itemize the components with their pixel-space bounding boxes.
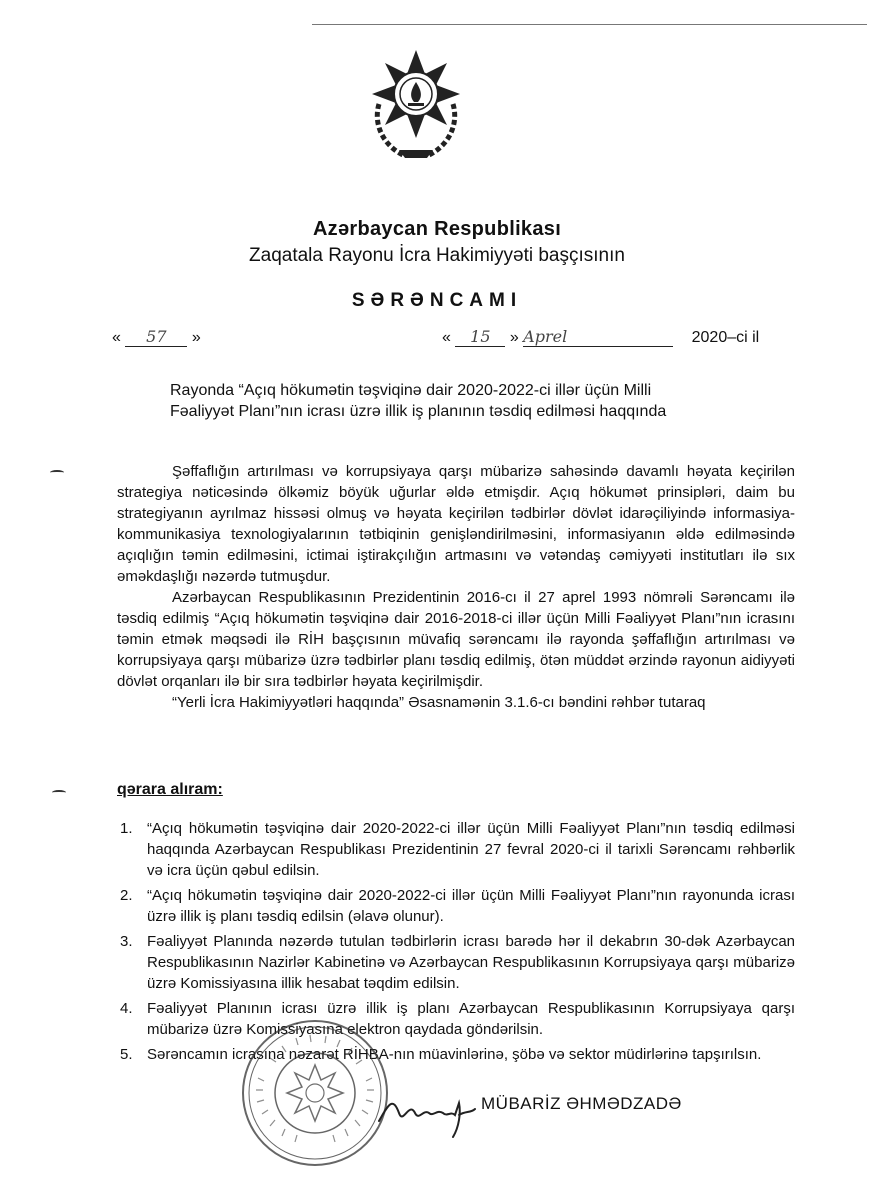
- date-month: Aprel: [523, 327, 673, 347]
- document-subject: Rayonda “Açıq hökumətin təşviqinə dair 2020-2022-ci illər üçün Milli Fəaliyyət Planı”nın icrası üzrə illik iş planının təsdiq edilməsi haqqında: [170, 382, 667, 420]
- margin-mark: [50, 470, 64, 475]
- item-number: 1.: [120, 820, 133, 837]
- margin-mark: [52, 790, 66, 795]
- official-seal-icon: [240, 1018, 390, 1168]
- signer-name: MÜBARİZ ƏHMƏDZADƏ: [481, 1094, 682, 1113]
- body-paragraph: Azərbaycan Respublikasının Prezidentinin 2016-cı il 27 aprel 1993 nömrəli Sərəncamı ilə təsdiq edilmiş “Açıq hökumətin təşviqinə dair 2016-2018-ci illər üçün Milli Fəaliyyət Planı”nın icrasını təmin etmək məqsədi ilə RİH başçısının müvafiq sərəncamı ilə rayonda şəffaflığın artırılması və korrupsiyaya qarşı mübarizə üzrə tədbirlər planı təsdiq edilmiş, ötən müddət ərzində rayonun aidiyyəti dövlət orqanları ilə bir sıra tədbirlər həyata keçirilmişdir.: [117, 589, 795, 690]
- document-body: [117, 461, 795, 713]
- item-number: 5.: [120, 1046, 133, 1063]
- decision-items: [117, 818, 795, 1069]
- document-title: SƏRƏNCAMI: [351, 290, 523, 311]
- date-day: 15: [455, 327, 505, 347]
- item-number: 2.: [120, 887, 133, 904]
- item-number: 3.: [120, 933, 133, 950]
- list-item: [117, 1044, 795, 1065]
- item-text: Sərəncamın icrasına nəzarət RİHBA-nın müavinlərinə, şöbə və sektor müdirlərinə tapşırılsın.: [147, 1046, 762, 1063]
- date-close-quote: »: [509, 329, 519, 346]
- number-open-quote: «: [112, 329, 121, 346]
- item-text: Fəaliyyət Planının icrası üzrə illik iş planı Azərbaycan Respublikasının Korrupsiyaya qarşı mübarizə üzrə Komissiyasına elektron qaydada göndərilsin.: [147, 1000, 795, 1038]
- document-date: [442, 327, 759, 347]
- item-text: “Açıq hökumətin təşviqinə dair 2020-2022-ci illər üçün Milli Fəaliyyət Planı”nın təsdiq edilməsi haqqında Azərbaycan Respublikası Prezidentinin 27 fevral 2020-ci il tarixli Sərəncamı rəhbərlik və icra üçün qəbul edilsin.: [147, 820, 795, 879]
- item-text: “Açıq hökumətin təşviqinə dair 2020-2022-ci illər üçün Milli Fəaliyyət Planı”nın rayonunda icrası üzrə illik iş planı təsdiq edilsin (əlavə olunur).: [147, 887, 795, 925]
- list-item: [117, 998, 795, 1040]
- list-item: [117, 818, 795, 881]
- date-year: 2020–ci il: [691, 329, 760, 346]
- date-open-quote: «: [442, 329, 451, 346]
- list-item: [117, 931, 795, 994]
- handwritten-signature-icon: [375, 1083, 480, 1143]
- list-item: [117, 885, 795, 927]
- country-name: Azərbaycan Respublikası: [312, 218, 562, 240]
- item-number: 4.: [120, 1000, 133, 1017]
- number-close-quote: »: [191, 329, 201, 346]
- document-number: [112, 327, 201, 347]
- number-value: 57: [125, 327, 187, 347]
- authority-name: Zaqatala Rayonu İcra Hakimiyyəti başçısının: [249, 245, 625, 266]
- state-emblem-icon: [365, 42, 467, 162]
- top-rule: [312, 24, 867, 25]
- body-paragraph: “Yerli İcra Hakimiyyətləri haqqında” Əsasnamənin 3.1.6-cı bəndini rəhbər tutaraq: [172, 694, 706, 711]
- body-paragraph: Şəffaflığın artırılması və korrupsiyaya qarşı mübarizə sahəsində davamlı həyata keçirilən strategiya nəticəsində ölkəmiz böyük uğurlar əldə etmişdir. Açıq hökumət prinsipləri, daim bu strategiyanın ayrılmaz hissəsi olmuş və həyata keçirilən tədbirlər dövlət idarəçiliyində informasiya-kommunikasiya texnologiyalarının tətbiqinin genişləndirilməsini, informasiyanın əldə edilməsində açıqlığın təmin edilməsini, ictimai iştirakçılığın artmasını və vətəndaş cəmiyyəti institutları ilə sıx əməkdaşlığı nəzərdə tutmuşdur.: [117, 463, 795, 585]
- decision-heading: qərara alıram:: [117, 781, 223, 798]
- item-text: Fəaliyyət Planında nəzərdə tutulan tədbirlərin icrası barədə hər il dekabrın 30-dək Azərbaycan Respublikasının Nazirlər Kabinetinə və Azərbaycan Respublikasının Korrupsiyaya qarşı mübarizə üzrə Komissiyasına illik hesabat təqdim edilsin.: [147, 933, 795, 992]
